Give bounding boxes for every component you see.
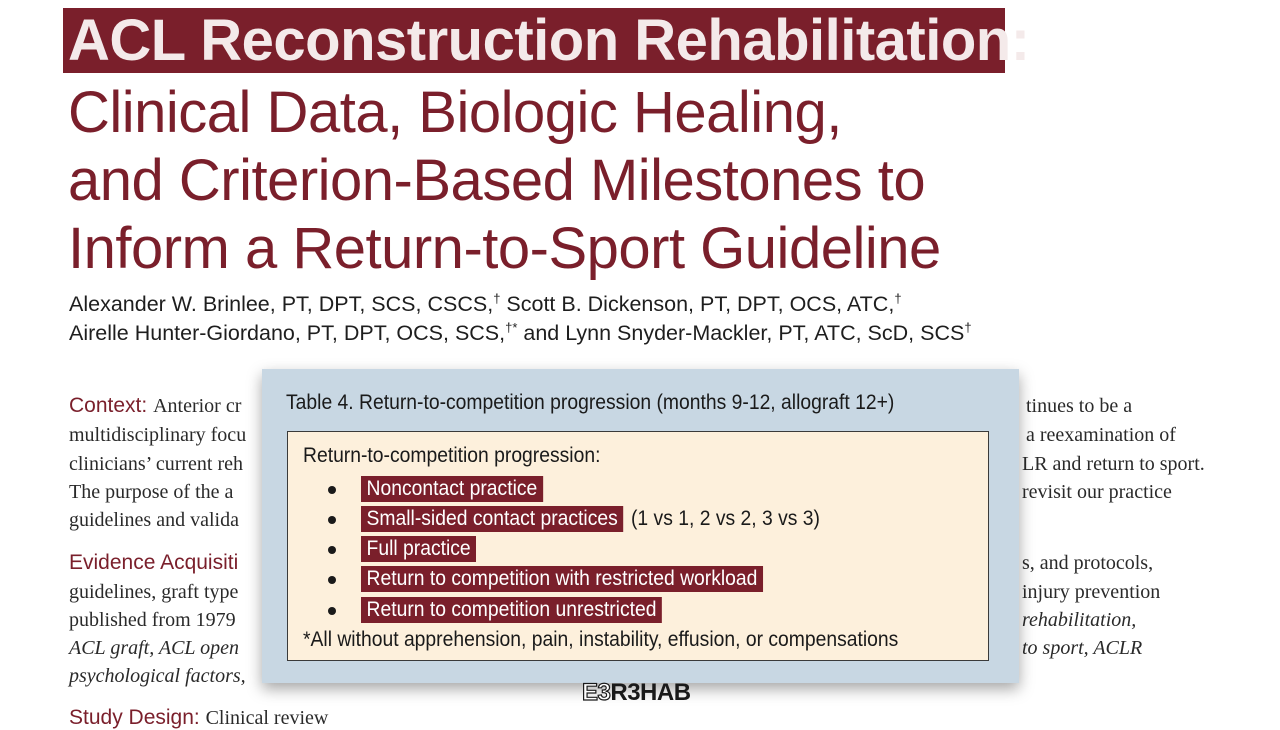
- table-overlay: [262, 369, 1019, 683]
- authors-text: and Lynn Snyder-Mackler, PT, ATC, ScD, SCS: [517, 321, 965, 346]
- body-line: guidelines and valida: [69, 509, 239, 531]
- item-label: Small-sided contact practices: [361, 506, 623, 532]
- study-design-heading: [69, 706, 328, 730]
- body-line: a reexamination of: [1026, 424, 1176, 446]
- authors-text: Scott B. Dickenson, PT, DPT, OCS, ATC,: [500, 292, 895, 317]
- article-title-line-4: Inform a Return-to-Sport Guideline: [68, 216, 941, 281]
- body-line: injury prevention: [1022, 581, 1161, 603]
- bullet-icon: [328, 576, 336, 584]
- study-design-text: Clinical review: [205, 707, 329, 729]
- body-line: Anterior cr: [153, 395, 242, 417]
- authors-line-1: [69, 291, 902, 317]
- e3-rehab-logo: [582, 680, 712, 706]
- body-line: ACL graft, ACL open: [69, 637, 240, 659]
- item-label: Return to competition with restricted workload: [361, 566, 763, 592]
- article-title-line-3: and Criterion-Based Milestones to: [68, 148, 926, 213]
- body-line: multidisciplinary focu: [69, 424, 247, 446]
- item-label: Full practice: [361, 536, 476, 562]
- authors-text: Airelle Hunter-Giordano, PT, DPT, OCS, SCS,: [69, 321, 506, 346]
- context-heading: [69, 394, 241, 418]
- body-line: s, and protocols,: [1022, 552, 1154, 574]
- context-heading-text: Context:: [69, 394, 148, 417]
- table-footnote: *All without apprehension, pain, instability, effusion, or compensations: [303, 628, 899, 651]
- body-line: The purpose of the a: [69, 481, 234, 503]
- item-label: Noncontact practice: [361, 476, 543, 502]
- body-line: clinicians’ current reh: [69, 453, 243, 475]
- authors-text: Alexander W. Brinlee, PT, DPT, SCS, CSCS,: [69, 292, 494, 317]
- table-box: [287, 431, 989, 661]
- bullet-icon: [328, 607, 336, 615]
- body-line: psychological factors,: [69, 665, 246, 687]
- body-line: rehabilitation,: [1022, 609, 1137, 631]
- bullet-icon: [328, 546, 336, 554]
- evidence-heading: Evidence Acquisiti: [69, 551, 239, 574]
- body-line: LR and return to sport.: [1022, 453, 1205, 475]
- affiliation-mark: †*: [505, 320, 518, 335]
- table-caption: Table 4. Return-to-competition progression (months 9-12, allograft 12+): [286, 391, 895, 414]
- body-line: revisit our practice: [1022, 481, 1172, 503]
- logo-part-1: E3: [582, 679, 611, 706]
- item-suffix: (1 vs 1, 2 vs 2, 3 vs 3): [631, 507, 820, 530]
- body-line: published from 1979: [69, 609, 236, 631]
- article-title-line-1: ACL Reconstruction Rehabilitation:: [68, 8, 1030, 73]
- bullet-icon: [328, 516, 336, 524]
- study-design-heading-text: Study Design:: [69, 706, 200, 729]
- body-line: to sport, ACLR: [1022, 637, 1143, 659]
- body-line: guidelines, graft type: [69, 581, 239, 603]
- affiliation-mark: †: [493, 291, 501, 306]
- body-line: tinues to be a: [1026, 395, 1133, 417]
- table-heading: Return-to-competition progression:: [303, 444, 601, 467]
- item-label: Return to competition unrestricted: [361, 597, 662, 623]
- bullet-icon: [328, 486, 336, 494]
- affiliation-mark: †: [964, 320, 972, 335]
- authors-line-2: [69, 320, 972, 346]
- article-title-line-2: Clinical Data, Biologic Healing,: [68, 80, 842, 145]
- affiliation-mark: †: [894, 291, 902, 306]
- logo-part-2: R3HAB: [610, 679, 691, 706]
